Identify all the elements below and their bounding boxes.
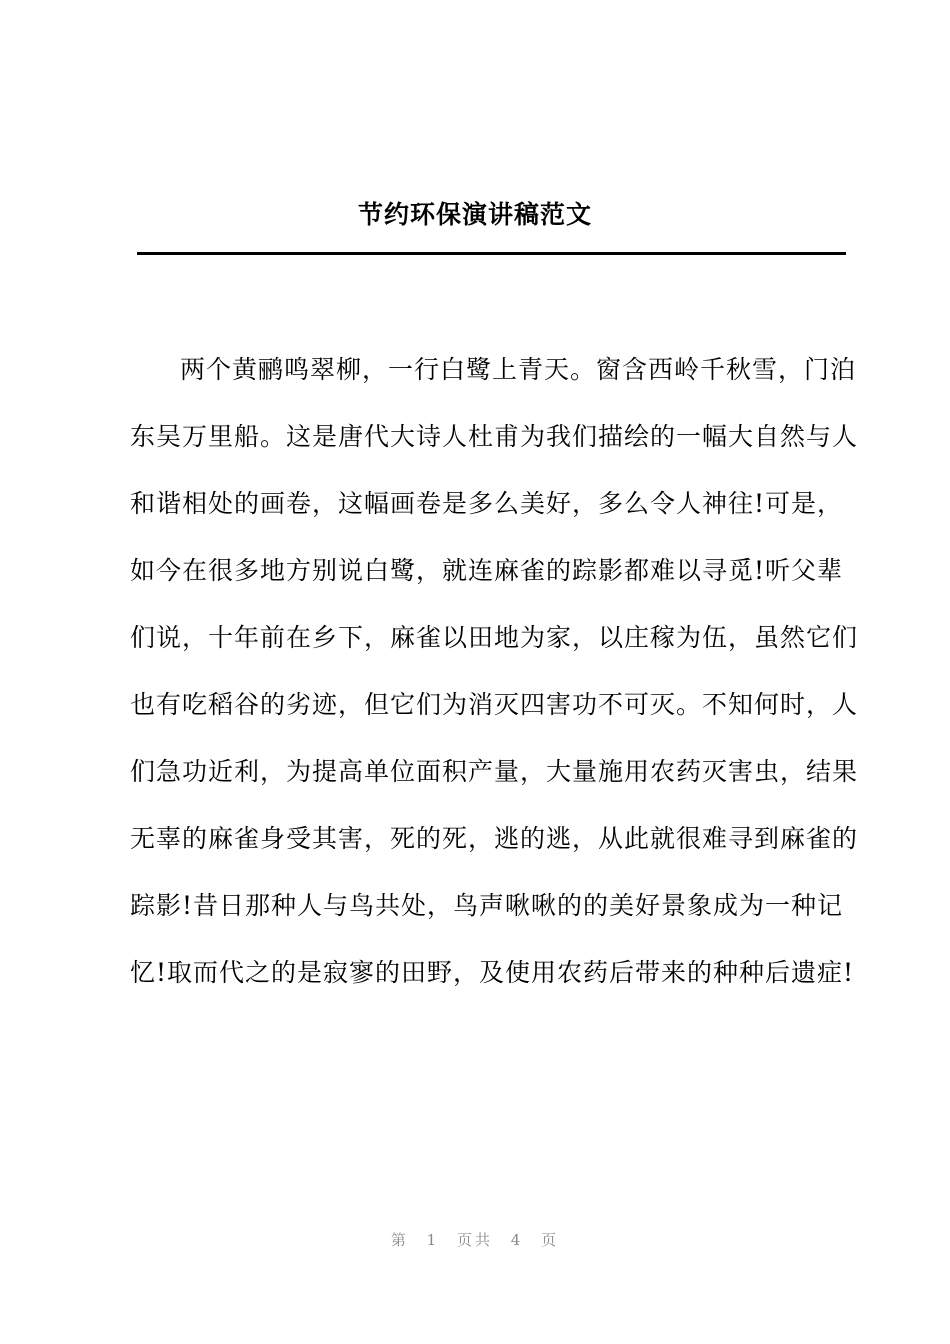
text-line-6: 也有吃稻谷的劣迹，但它们为消灭四害功不可灭。不知何时，人 <box>130 690 859 719</box>
body-paragraph <box>130 342 859 1012</box>
text-line-2: 东吴万里船。这是唐代大诗人杜甫为我们描绘的一幅大自然与人 <box>130 422 859 451</box>
document-title: 节约环保演讲稿范文 <box>357 200 592 229</box>
text-line-1: 两个黄鹂鸣翠柳，一行白鹭上青天。窗含西岭千秋雪，门泊 <box>180 355 857 384</box>
text-line-7: 们急功近利，为提高单位面积产量，大量施用农药灭害虫，结果 <box>130 757 859 786</box>
text-line-4: 如今在很多地方别说白鹭，就连麻雀的踪影都难以寻觅!听父辈 <box>130 556 844 585</box>
text-line-3: 和谐相处的画卷，这幅画卷是多么美好，多么令人神往!可是， <box>130 489 844 518</box>
title-underline <box>137 252 846 255</box>
text-line-8: 无辜的麻雀身受其害，死的死，逃的逃，从此就很难寻到麻雀的 <box>130 824 859 853</box>
page-number-footer: 第 1 页共 4 页 <box>390 1231 560 1249</box>
text-line-10: 忆!取而代之的是寂寥的田野，及使用农药后带来的种种后遗症! <box>130 958 855 987</box>
text-line-5: 们说，十年前在乡下，麻雀以田地为家，以庄稼为伍，虽然它们 <box>130 623 859 652</box>
text-line-9: 踪影!昔日那种人与鸟共处，鸟声啾啾的的美好景象成为一种记 <box>130 891 844 920</box>
